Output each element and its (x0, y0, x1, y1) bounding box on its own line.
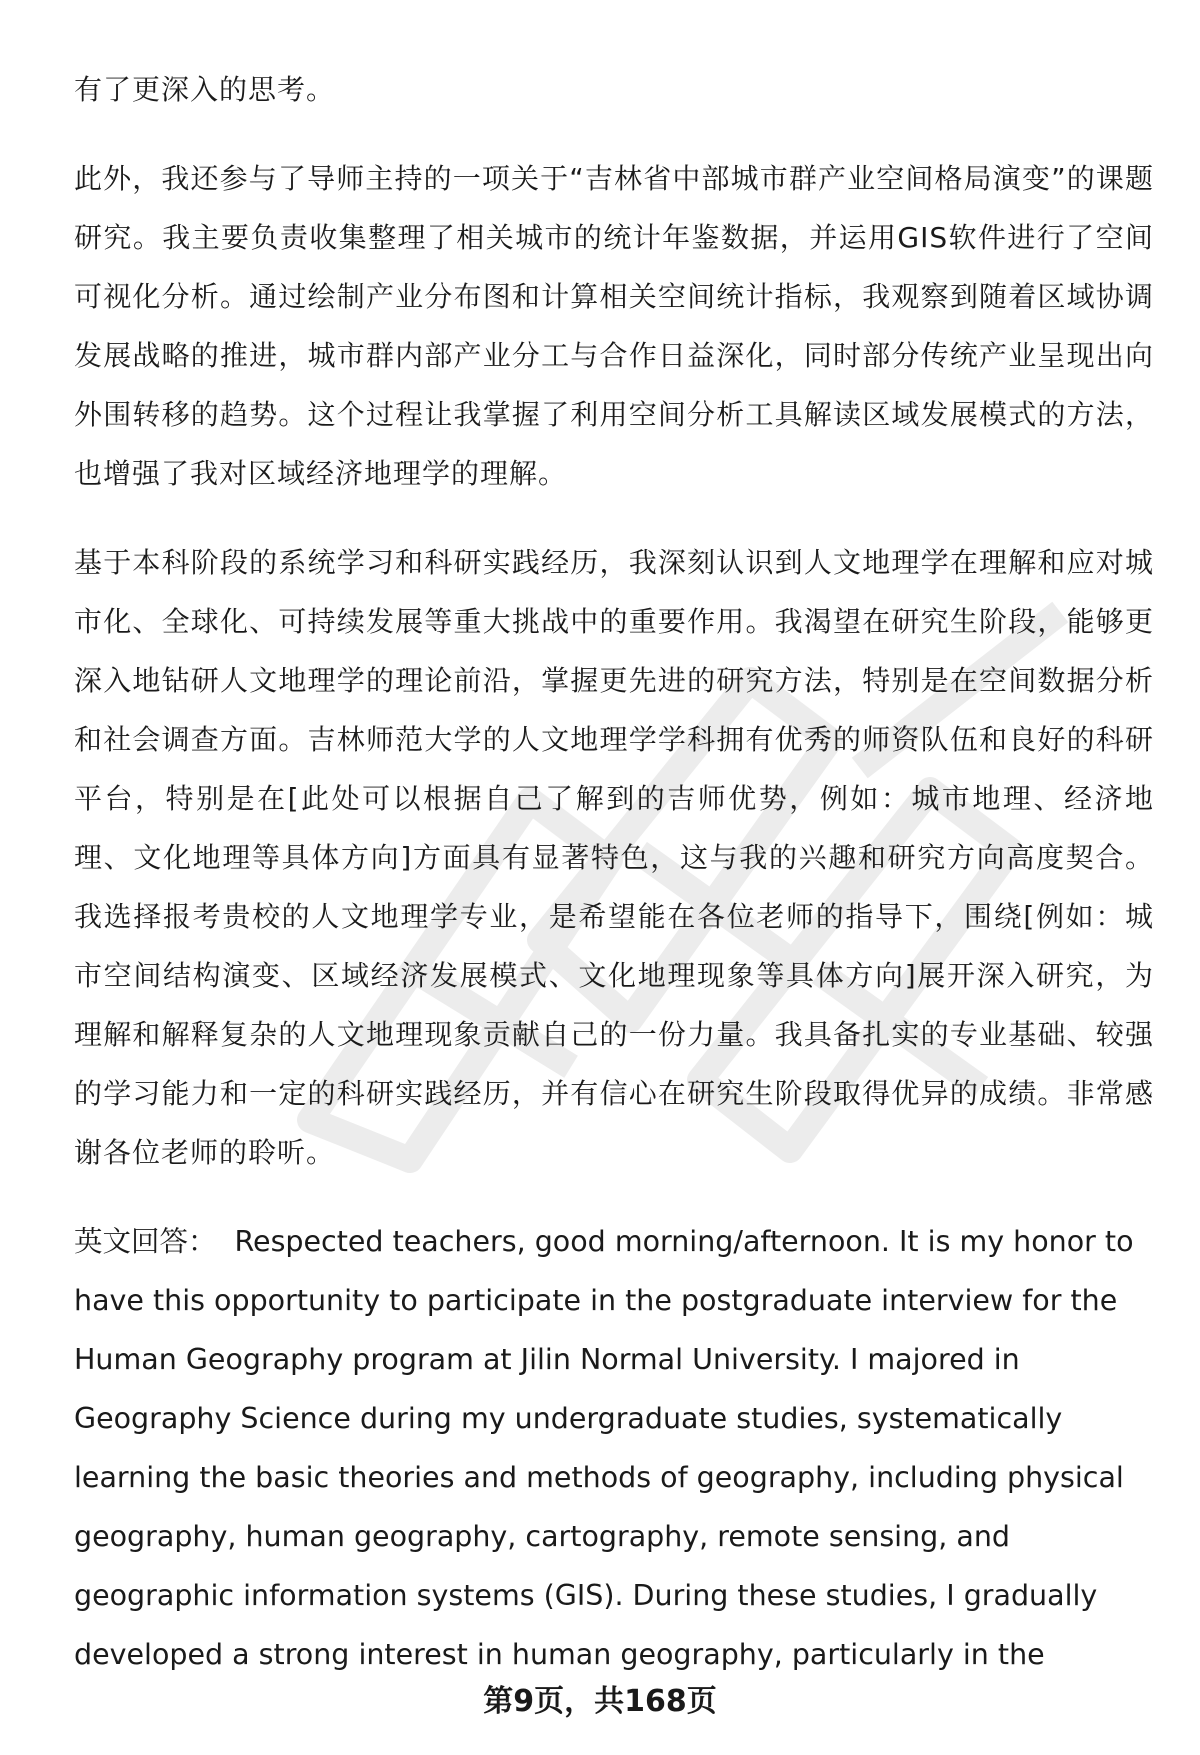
paragraph-english-answer (74, 1212, 1154, 1684)
paragraph-intro-tail: 有了更深入的思考。 (74, 73, 336, 106)
paragraph-research-project: 此外，我还参与了导师主持的一项关于“吉林省中部城市群产业空间格局演变”的课题研究。我主要负责收集整理了相关城市的统计年鉴数据，并运用GIS软件进行了空间可视化分析。通过绘制产业分布图和计算相关空间统计指标，我观察到随着区域协调发展战略的推进，城市群内部产业分工与合作日益深化，同时部分传统产业呈现出向外围转移的趋势。这个过程让我掌握了利用空间分析工具解读区域发展模式的方法，也增强了我对区域经济地理学的理解。 (74, 162, 1154, 490)
paragraph-motivation: 基于本科阶段的系统学习和科研实践经历，我深刻认识到人文地理学在理解和应对城市化、全球化、可持续发展等重大挑战中的重要作用。我渴望在研究生阶段，能够更深入地钻研人文地理学的理论前沿，掌握更先进的研究方法，特别是在空间数据分析和社会调查方面。吉林师范大学的人文地理学学科拥有优秀的师资队伍和良好的科研平台，特别是在[此处可以根据自己了解到的吉师优势，例如：城市地理、经济地理、文化地理等具体方向]方面具有显著特色，这与我的兴趣和研究方向高度契合。我选择报考贵校的人文地理学专业，是希望能在各位老师的指导下，围绕[例如：城市空间结构演变、区域经济发展模式、文化地理现象等具体方向]展开深入研究，为理解和解释复杂的人文地理现象贡献自己的一份力量。我具备扎实的专业基础、较强的学习能力和一定的科研实践经历，并有信心在研究生阶段取得优异的成绩。非常感谢各位老师的聆听。 (74, 546, 1154, 1169)
document-body (74, 60, 1154, 1684)
english-answer-label: 英文回答： (74, 1225, 217, 1258)
english-answer-text: Respected teachers, good morning/afternoon. It is my honor to have this opportunity to participate in the postgraduate interview for the Human Geography program at Jilin Normal University. I majored in Geography Science during my undergraduate studies, systematically learning the basic theories and methods of geography, including physical geography, human geography, cartography, remote sensing, and geographic information systems (GIS). During these studies, I gradually developed a strong interest in human geography, particularly in the (74, 1225, 1134, 1671)
page-number-footer: 第9页，共168页 (483, 1684, 717, 1719)
